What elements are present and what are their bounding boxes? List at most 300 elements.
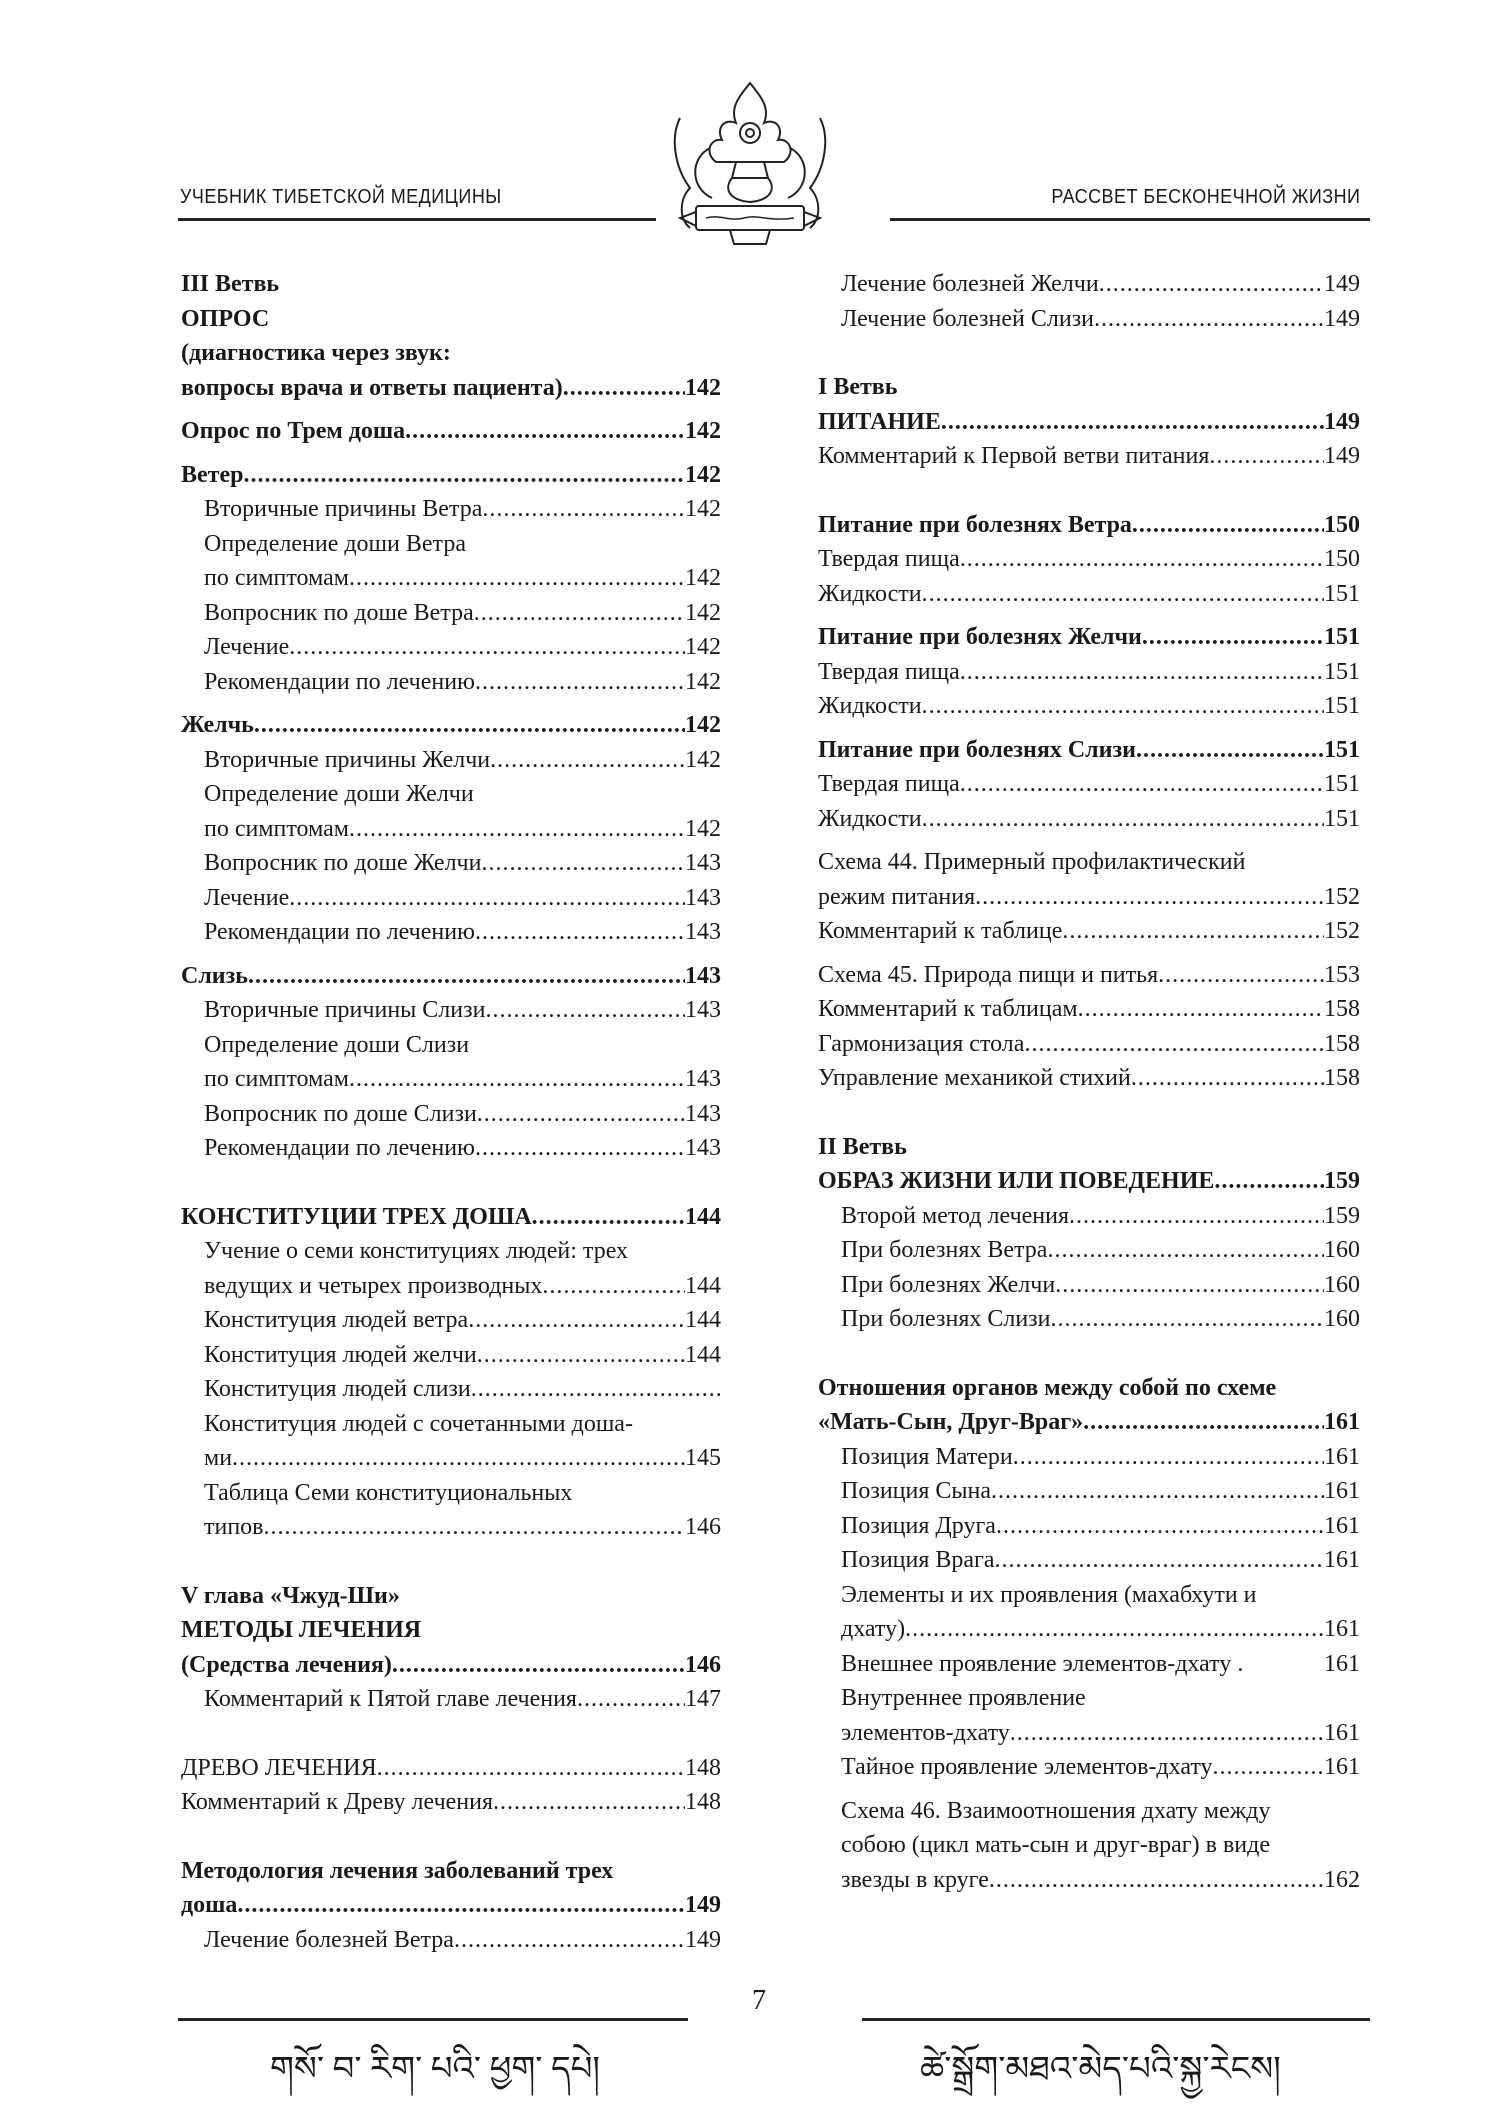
toc-page-number: 158 bbox=[1324, 996, 1360, 1022]
toc-entry bbox=[818, 1716, 1360, 1751]
toc-entry bbox=[818, 508, 1360, 543]
toc-entry-title: I Ветвь bbox=[818, 374, 898, 400]
toc-entry bbox=[181, 1028, 721, 1063]
toc-page-number: 151 bbox=[1324, 771, 1360, 797]
toc-entry-title: Вторичные причины Желчи bbox=[204, 746, 491, 773]
toc-page-number: 144 bbox=[685, 1203, 721, 1230]
toc-page-number: 151 bbox=[1324, 580, 1360, 607]
leader-dots bbox=[477, 1097, 685, 1132]
toc-page-number: 160 bbox=[1324, 1271, 1360, 1298]
toc-page-number: 160 bbox=[1324, 1237, 1360, 1263]
toc-page-number: 161 bbox=[1324, 1719, 1360, 1746]
leader-dots bbox=[1209, 439, 1324, 474]
leader-dots bbox=[493, 1785, 685, 1820]
toc-entry-title: (Средства лечения) bbox=[181, 1651, 392, 1678]
toc-page-number: 150 bbox=[1324, 546, 1360, 572]
toc-entry bbox=[818, 1863, 1360, 1898]
leader-dots bbox=[474, 596, 685, 631]
toc-entry-title: Желчь bbox=[181, 712, 254, 738]
toc-entry-title: II Ветвь bbox=[818, 1133, 907, 1160]
toc-page-number: 144 bbox=[685, 1341, 721, 1368]
toc-entry bbox=[181, 1097, 721, 1132]
toc-entry-title: Конституция людей с сочетанными доша- bbox=[204, 1410, 633, 1437]
toc-entry-title: Элементы и их проявления (махабхути и bbox=[841, 1581, 1257, 1608]
leader-dots bbox=[1158, 958, 1324, 993]
toc-entry-title: Вторичные причины Слизи bbox=[204, 997, 486, 1023]
toc-entry bbox=[818, 1130, 1360, 1165]
leader-dots bbox=[1099, 267, 1324, 302]
toc-entry bbox=[818, 1647, 1360, 1682]
toc-page-number: 142 bbox=[685, 374, 721, 401]
toc-entry bbox=[818, 1750, 1360, 1785]
running-head-left: УЧЕБНИК ТИБЕТСКОЙ МЕДИЦИНЫ bbox=[180, 186, 502, 208]
toc-entry bbox=[818, 1371, 1360, 1406]
toc-entry bbox=[818, 1268, 1360, 1303]
toc-entry bbox=[181, 1131, 721, 1166]
toc-page-number: 159 bbox=[1324, 1168, 1360, 1194]
leader-dots bbox=[1013, 1440, 1324, 1475]
toc-entry bbox=[181, 1338, 721, 1373]
toc-page-number: 151 bbox=[1324, 736, 1360, 763]
toc-entry-title: МЕТОДЫ ЛЕЧЕНИЯ bbox=[181, 1617, 422, 1643]
toc-entry bbox=[181, 1923, 721, 1958]
toc-entry-title: Слизь bbox=[181, 962, 248, 989]
toc-entry bbox=[181, 1200, 721, 1235]
leader-dots bbox=[1094, 302, 1324, 337]
toc-entry bbox=[818, 302, 1360, 337]
toc-page-number: 144 bbox=[685, 1307, 721, 1333]
toc-entry-title: Позиция Врага bbox=[841, 1547, 995, 1573]
leader-dots bbox=[232, 1441, 685, 1476]
leader-dots bbox=[1055, 1268, 1324, 1303]
toc-entry-title: Позиция Матери bbox=[841, 1443, 1013, 1470]
toc-page-number: 143 bbox=[685, 1066, 721, 1092]
leader-dots bbox=[485, 993, 685, 1028]
toc-entry-title: ДРЕВО ЛЕЧЕНИЯ bbox=[181, 1754, 377, 1781]
toc-page-number: 159 bbox=[1324, 1202, 1360, 1229]
toc-page-number: 161 bbox=[1324, 1443, 1360, 1470]
toc-entry bbox=[181, 881, 721, 916]
toc-entry bbox=[181, 1303, 721, 1338]
toc-entry bbox=[818, 689, 1360, 724]
toc-entry bbox=[181, 1579, 721, 1614]
toc-entry-title: Ветер bbox=[181, 461, 244, 488]
toc-page-number: 161 bbox=[1324, 1547, 1360, 1573]
toc-page-number: 161 bbox=[1324, 1409, 1360, 1435]
toc-entry-title: Твердая пища bbox=[818, 658, 960, 685]
toc-entry bbox=[181, 1510, 721, 1545]
toc-entry-title: Учение о семи конституциях людей: трех bbox=[204, 1238, 629, 1264]
toc-page-number: 160 bbox=[1324, 1306, 1360, 1332]
toc-entry-title: Позиция Друга bbox=[841, 1512, 996, 1539]
leader-dots bbox=[1213, 1750, 1324, 1785]
toc-page-number: 147 bbox=[685, 1686, 721, 1712]
toc-entry-title: Внешнее проявление элементов-дхату . bbox=[841, 1650, 1244, 1677]
toc-page-number: 145 bbox=[685, 1445, 721, 1471]
toc-entry bbox=[818, 1061, 1360, 1096]
toc-page-number: 152 bbox=[1324, 918, 1360, 944]
leader-dots bbox=[922, 802, 1324, 837]
leader-dots bbox=[941, 405, 1324, 440]
toc-page-number: 142 bbox=[685, 496, 721, 522]
toc-entry bbox=[181, 630, 721, 665]
toc-entry-title: Опрос по Трем доша bbox=[181, 418, 406, 444]
toc-page-number: 151 bbox=[1324, 658, 1360, 685]
toc-entry bbox=[818, 802, 1360, 837]
leader-dots bbox=[1062, 914, 1324, 949]
toc-entry-title: ОБРАЗ ЖИЗНИ ИЛИ ПОВЕДЕНИЕ bbox=[818, 1168, 1215, 1194]
leader-dots bbox=[996, 1509, 1324, 1544]
toc-entry bbox=[181, 1269, 721, 1304]
toc-entry-title: по симптомам bbox=[204, 815, 349, 842]
toc-page-number: 142 bbox=[685, 746, 721, 773]
toc-entry bbox=[818, 1440, 1360, 1475]
toc-entry bbox=[818, 880, 1360, 915]
leader-dots bbox=[264, 1510, 685, 1545]
toc-entry-title: Определение доши Ветра bbox=[204, 530, 466, 557]
toc-entry bbox=[818, 1612, 1360, 1647]
toc-entry-title: Рекомендации по лечению bbox=[204, 668, 475, 695]
footer-tibetan-left: གསོ་ བ་ རིག་ པའི་ ཕྱག་ དཔེ། bbox=[270, 2051, 600, 2088]
toc-entry-title: Позиция Сына bbox=[841, 1478, 992, 1504]
toc-entry-title: Жидкости bbox=[818, 693, 922, 719]
toc-entry bbox=[181, 915, 721, 950]
toc-entry-title: «Мать-Сын, Друг-Враг» bbox=[818, 1409, 1084, 1435]
toc-entry bbox=[181, 336, 721, 371]
leader-dots bbox=[349, 1062, 685, 1097]
toc-entry bbox=[181, 1372, 721, 1407]
toc-entry bbox=[818, 439, 1360, 474]
toc-entry bbox=[181, 1441, 721, 1476]
toc-page-number: 142 bbox=[685, 712, 721, 738]
toc-page-number: 162 bbox=[1324, 1866, 1360, 1893]
toc-entry-title: ОПРОС bbox=[181, 305, 270, 332]
leader-dots bbox=[349, 561, 685, 596]
toc-entry-title: режим питания bbox=[818, 883, 976, 910]
toc-entry bbox=[181, 1407, 721, 1442]
leader-dots bbox=[254, 708, 685, 743]
toc-entry bbox=[818, 620, 1360, 655]
toc-entry bbox=[181, 1785, 721, 1820]
toc-entry-title: Лечение болезней Слизи bbox=[841, 305, 1095, 332]
toc-entry bbox=[181, 1648, 721, 1683]
toc-entry-title: Жидкости bbox=[818, 580, 922, 607]
leader-dots bbox=[991, 1474, 1324, 1509]
leader-dots bbox=[1214, 1164, 1324, 1199]
leader-dots bbox=[477, 1338, 685, 1373]
leader-dots bbox=[468, 1303, 685, 1338]
toc-entry bbox=[818, 1164, 1360, 1199]
leader-dots bbox=[1136, 733, 1324, 768]
leader-dots bbox=[392, 1648, 685, 1683]
toc-entry-title: Комментарий к Древу лечения bbox=[181, 1789, 494, 1815]
toc-entry-title: ведущих и четырех производных bbox=[204, 1272, 543, 1299]
toc-entry-title: Схема 44. Примерный профилактический bbox=[818, 849, 1246, 875]
leader-dots bbox=[1132, 508, 1324, 543]
leader-dots bbox=[1142, 620, 1324, 655]
leader-dots bbox=[975, 880, 1324, 915]
toc-entry bbox=[818, 992, 1360, 1027]
leader-dots bbox=[1024, 1027, 1324, 1062]
toc-entry-title: вопросы врача и ответы пациента) bbox=[181, 374, 563, 401]
running-head-right: РАССВЕТ БЕСКОНЕЧНОЙ ЖИЗНИ bbox=[1050, 186, 1360, 208]
toc-page-number: 142 bbox=[685, 815, 721, 842]
leader-dots bbox=[405, 414, 685, 449]
toc-entry bbox=[818, 845, 1360, 880]
toc-page-number: 142 bbox=[685, 565, 721, 591]
leader-dots bbox=[471, 1372, 721, 1407]
toc-entry bbox=[818, 767, 1360, 802]
leader-dots bbox=[475, 1131, 685, 1166]
toc-entry-title: ми bbox=[204, 1445, 233, 1471]
toc-entry-title: Тайное проявление элементов-дхату bbox=[841, 1754, 1213, 1780]
toc-entry-title: типов bbox=[204, 1514, 264, 1540]
toc-entry bbox=[818, 1543, 1360, 1578]
leader-dots bbox=[1047, 1233, 1324, 1268]
leader-dots bbox=[248, 959, 685, 994]
header-rule-left bbox=[178, 218, 656, 221]
toc-entry bbox=[181, 993, 721, 1028]
toc-page-number: 142 bbox=[685, 418, 721, 444]
toc-entry bbox=[181, 1751, 721, 1786]
toc-page-number: 158 bbox=[1324, 1030, 1360, 1057]
leader-dots bbox=[289, 881, 685, 916]
leader-dots bbox=[481, 846, 685, 881]
footer-rule-left bbox=[178, 2018, 688, 2021]
toc-column-left bbox=[181, 267, 721, 1957]
toc-page-number: 143 bbox=[685, 1100, 721, 1127]
toc-page-number: 152 bbox=[1324, 883, 1360, 910]
toc-page-number: 148 bbox=[685, 1789, 721, 1815]
toc-page-number: 142 bbox=[685, 668, 721, 695]
toc-entry bbox=[818, 1794, 1360, 1829]
toc-entry-title: Вопросник по доше Желчи bbox=[204, 850, 482, 876]
toc-page-number: 149 bbox=[685, 1926, 721, 1953]
toc-entry bbox=[818, 733, 1360, 768]
toc-entry-title: Питание при болезнях Ветра bbox=[818, 511, 1132, 538]
toc-page-number: 151 bbox=[1324, 624, 1360, 650]
leader-dots bbox=[490, 743, 685, 778]
toc-entry-title: Питание при болезнях Слизи bbox=[818, 736, 1136, 763]
leader-dots bbox=[532, 1200, 685, 1235]
toc-entry bbox=[181, 1682, 721, 1717]
toc-entry-title: При болезнях Желчи bbox=[841, 1271, 1056, 1298]
toc-page-number: 158 bbox=[1324, 1065, 1360, 1091]
toc-entry-title: ПИТАНИЕ bbox=[818, 408, 941, 435]
toc-entry-title: Твердая пища bbox=[818, 771, 960, 797]
leader-dots bbox=[454, 1923, 685, 1958]
toc-entry-title: Конституция людей желчи bbox=[204, 1341, 477, 1368]
leader-dots bbox=[237, 1888, 685, 1923]
toc-page-number: 151 bbox=[1324, 805, 1360, 832]
leader-dots bbox=[1131, 1061, 1324, 1096]
toc-entry bbox=[181, 561, 721, 596]
toc-entry-title: элементов-дхату bbox=[841, 1719, 1010, 1746]
toc-entry-title: Комментарий к Пятой главе лечения bbox=[204, 1686, 577, 1712]
toc-entry-title: звезды в круге bbox=[841, 1866, 989, 1893]
toc-entry bbox=[818, 267, 1360, 302]
leader-dots bbox=[922, 577, 1324, 612]
toc-entry-title: собою (цикл мать-сын и друг-враг) в виде bbox=[841, 1832, 1270, 1858]
toc-entry-title: КОНСТИТУЦИИ ТРЕХ ДОША bbox=[181, 1203, 532, 1230]
toc-entry-title: Комментарий к таблицам bbox=[818, 996, 1078, 1022]
toc-page-number: 148 bbox=[685, 1754, 721, 1781]
toc-entry-title: Комментарий к таблице bbox=[818, 918, 1063, 944]
toc-entry-title: Вопросник по доше Ветра bbox=[204, 599, 474, 626]
toc-entry bbox=[818, 655, 1360, 690]
toc-entry-title: (диагностика через звук: bbox=[181, 340, 451, 366]
leader-dots bbox=[475, 665, 685, 700]
toc-page-number: 149 bbox=[1324, 443, 1360, 469]
toc-entry bbox=[818, 1405, 1360, 1440]
toc-entry bbox=[181, 492, 721, 527]
toc-entry-title: Лечение bbox=[204, 634, 290, 660]
toc-entry-title: V глава «Чжуд-Ши» bbox=[181, 1582, 400, 1609]
toc-entry bbox=[818, 1509, 1360, 1544]
toc-entry bbox=[181, 527, 721, 562]
toc-entry-title: Рекомендации по лечению bbox=[204, 919, 475, 945]
toc-page-number: 149 bbox=[1324, 408, 1360, 435]
leader-dots bbox=[905, 1612, 1324, 1647]
footer-tibetan-right: ཚེ་སྒྲོག་མཐའ་མེད་པའི་སྐྱ་རེངས། bbox=[920, 2051, 1281, 2088]
leader-dots bbox=[542, 1269, 685, 1304]
toc-page-number: 161 bbox=[1324, 1650, 1360, 1677]
toc-entry-title: по симптомам bbox=[204, 1066, 349, 1092]
toc-entry bbox=[181, 1613, 721, 1648]
toc-entry bbox=[818, 958, 1360, 993]
emblem-icon bbox=[650, 78, 850, 253]
toc-entry-title: При болезнях Ветра bbox=[841, 1237, 1048, 1263]
toc-entry-title: Таблица Семи конституциональных bbox=[204, 1479, 573, 1506]
toc-page-number: 149 bbox=[685, 1892, 721, 1918]
toc-entry-title: Вторичные причины Ветра bbox=[204, 496, 483, 522]
toc-page-number: 143 bbox=[685, 1135, 721, 1161]
toc-entry-title: дхату) bbox=[841, 1616, 906, 1642]
toc-entry bbox=[181, 812, 721, 847]
leader-dots bbox=[289, 630, 685, 665]
toc-page-number: 143 bbox=[685, 850, 721, 876]
leader-dots bbox=[1083, 1405, 1324, 1440]
toc-page-number: 144 bbox=[685, 1272, 721, 1299]
leader-dots bbox=[577, 1682, 685, 1717]
toc-entry-title: Схема 46. Взаимоотношения дхату между bbox=[841, 1797, 1271, 1824]
toc-entry-title: Методология лечения заболеваний трех bbox=[181, 1857, 614, 1884]
toc-page-number: 153 bbox=[1324, 961, 1360, 988]
toc-entry-title: Комментарий к Первой ветви питания bbox=[818, 443, 1210, 469]
toc-entry bbox=[818, 370, 1360, 405]
toc-page-number: 151 bbox=[1324, 693, 1360, 719]
toc-column-right bbox=[818, 267, 1360, 1897]
leader-dots bbox=[960, 767, 1324, 802]
toc-page-number: 161 bbox=[1324, 1512, 1360, 1539]
toc-entry-title: Определение доши Желчи bbox=[204, 781, 474, 807]
toc-entry bbox=[181, 743, 721, 778]
toc-page-number: 143 bbox=[685, 884, 721, 911]
toc-entry-title: Управление механикой стихий bbox=[818, 1065, 1131, 1091]
toc-entry bbox=[181, 777, 721, 812]
toc-entry-title: Жидкости bbox=[818, 805, 922, 832]
toc-page-number: 142 bbox=[685, 461, 721, 488]
toc-page-number: 161 bbox=[1324, 1754, 1360, 1780]
toc-entry-title: Питание при болезнях Желчи bbox=[818, 624, 1142, 650]
leader-dots bbox=[377, 1751, 685, 1786]
header-rule-right bbox=[890, 218, 1370, 221]
toc-entry bbox=[181, 267, 721, 302]
toc-entry bbox=[181, 458, 721, 493]
toc-entry-title: по симптомам bbox=[204, 565, 349, 591]
leader-dots bbox=[563, 371, 685, 406]
leader-dots bbox=[1010, 1716, 1324, 1751]
toc-page-number: 143 bbox=[685, 919, 721, 945]
toc-entry bbox=[818, 1233, 1360, 1268]
leader-dots bbox=[989, 1863, 1324, 1898]
leader-dots bbox=[922, 689, 1324, 724]
toc-page-number: 161 bbox=[1324, 1478, 1360, 1504]
leader-dots bbox=[960, 655, 1324, 690]
toc-entry bbox=[181, 959, 721, 994]
toc-page-number: 149 bbox=[1324, 271, 1360, 297]
toc-page-number: 143 bbox=[685, 997, 721, 1023]
toc-page-number: 146 bbox=[685, 1514, 721, 1540]
toc-entry bbox=[818, 1474, 1360, 1509]
toc-entry-title: Рекомендации по лечению bbox=[204, 1135, 475, 1161]
toc-entry bbox=[818, 405, 1360, 440]
toc-entry bbox=[181, 1234, 721, 1269]
toc-entry-title: Второй метод лечения bbox=[841, 1202, 1070, 1229]
leader-dots bbox=[995, 1543, 1324, 1578]
leader-dots bbox=[960, 542, 1324, 577]
toc-entry-title: Определение доши Слизи bbox=[204, 1031, 470, 1058]
leader-dots bbox=[482, 492, 685, 527]
leader-dots bbox=[1078, 992, 1324, 1027]
toc-entry-title: Гармонизация стола bbox=[818, 1030, 1025, 1057]
page-number: 7 bbox=[752, 1985, 766, 2016]
toc-entry-title: Лечение болезней Желчи bbox=[841, 271, 1099, 297]
leader-dots bbox=[349, 812, 685, 847]
toc-entry bbox=[818, 1199, 1360, 1234]
toc-entry bbox=[181, 1476, 721, 1511]
toc-entry-title: Лечение болезней Ветра bbox=[204, 1926, 454, 1953]
toc-entry-title: Отношения органов между собой по схеме bbox=[818, 1374, 1277, 1401]
toc-page-number: 142 bbox=[685, 634, 721, 660]
toc-entry bbox=[818, 1578, 1360, 1613]
toc-entry-title: Схема 45. Природа пищи и питья bbox=[818, 961, 1159, 988]
toc-entry bbox=[818, 542, 1360, 577]
toc-entry bbox=[181, 596, 721, 631]
toc-page-number: 150 bbox=[1324, 511, 1360, 538]
footer-rule-right bbox=[862, 2018, 1370, 2021]
toc-entry bbox=[818, 1027, 1360, 1062]
toc-entry bbox=[181, 414, 721, 449]
toc-entry bbox=[818, 1828, 1360, 1863]
toc-entry bbox=[181, 371, 721, 406]
toc-entry bbox=[181, 708, 721, 743]
toc-entry bbox=[181, 1888, 721, 1923]
toc-entry bbox=[181, 302, 721, 337]
toc-page-number: 149 bbox=[1324, 305, 1360, 332]
toc-entry-title: доша bbox=[181, 1892, 238, 1918]
leader-dots bbox=[1069, 1199, 1324, 1234]
toc-entry-title: Конституция людей ветра bbox=[204, 1307, 469, 1333]
toc-entry-title: Внутреннее проявление bbox=[841, 1685, 1086, 1711]
toc-entry-title: Лечение bbox=[204, 884, 290, 911]
leader-dots bbox=[475, 915, 685, 950]
toc-entry-title: Вопросник по доше Слизи bbox=[204, 1100, 477, 1127]
toc-entry bbox=[181, 846, 721, 881]
toc-entry bbox=[818, 1681, 1360, 1716]
leader-dots bbox=[1051, 1302, 1324, 1337]
toc-entry-title: Конституция людей слизи bbox=[204, 1376, 471, 1402]
